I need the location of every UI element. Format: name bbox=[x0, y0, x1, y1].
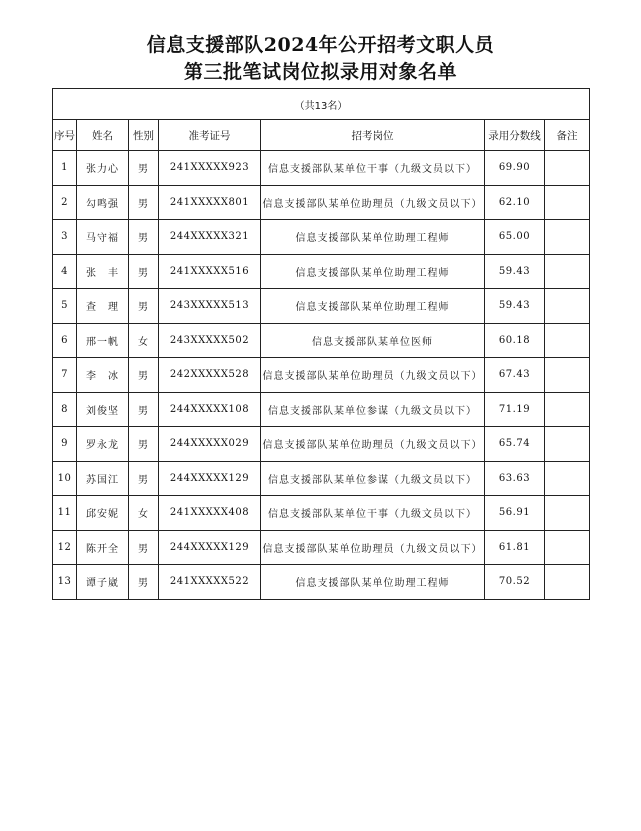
row-name: 邱安妮 bbox=[77, 496, 129, 531]
row-index: 6 bbox=[53, 323, 77, 358]
table-row bbox=[53, 289, 590, 324]
row-exam-number: 241XXXXX408 bbox=[159, 496, 261, 531]
row-index: 10 bbox=[53, 461, 77, 496]
row-name: 张力心 bbox=[77, 151, 129, 186]
row-gender: 男 bbox=[129, 358, 159, 393]
row-exam-number: 244XXXXX108 bbox=[159, 392, 261, 427]
row-index: 3 bbox=[53, 220, 77, 255]
row-exam-number: 241XXXXX516 bbox=[159, 254, 261, 289]
table-row bbox=[53, 392, 590, 427]
row-index: 8 bbox=[53, 392, 77, 427]
row-note bbox=[545, 358, 590, 393]
row-index: 13 bbox=[53, 565, 77, 600]
row-gender: 女 bbox=[129, 323, 159, 358]
count-label: （共13名） bbox=[53, 89, 590, 120]
row-note bbox=[545, 427, 590, 462]
row-note bbox=[545, 392, 590, 427]
table-row bbox=[53, 461, 590, 496]
header-note: 备注 bbox=[545, 120, 590, 151]
row-index: 12 bbox=[53, 530, 77, 565]
row-name: 马守福 bbox=[77, 220, 129, 255]
row-position: 信息支援部队某单位助理工程师 bbox=[261, 565, 485, 600]
row-name: 罗永龙 bbox=[77, 427, 129, 462]
row-exam-number: 244XXXXX321 bbox=[159, 220, 261, 255]
row-gender: 男 bbox=[129, 392, 159, 427]
row-gender: 男 bbox=[129, 565, 159, 600]
row-name: 陈开全 bbox=[77, 530, 129, 565]
row-note bbox=[545, 220, 590, 255]
table-row bbox=[53, 185, 590, 220]
row-note bbox=[545, 254, 590, 289]
row-note bbox=[545, 323, 590, 358]
row-note bbox=[545, 461, 590, 496]
row-note bbox=[545, 185, 590, 220]
row-position: 信息支援部队某单位助理员（九级文员以下） bbox=[261, 358, 485, 393]
row-score: 67.43 bbox=[485, 358, 545, 393]
row-exam-number: 241XXXXX801 bbox=[159, 185, 261, 220]
row-position: 信息支援部队某单位干事（九级文员以下） bbox=[261, 151, 485, 186]
table-row bbox=[53, 358, 590, 393]
row-name: 谭子崴 bbox=[77, 565, 129, 600]
header-score: 录用分数线 bbox=[485, 120, 545, 151]
row-index: 1 bbox=[53, 151, 77, 186]
row-score: 60.18 bbox=[485, 323, 545, 358]
table-row bbox=[53, 427, 590, 462]
row-name: 邢一帆 bbox=[77, 323, 129, 358]
row-score: 65.74 bbox=[485, 427, 545, 462]
row-score: 63.63 bbox=[485, 461, 545, 496]
row-exam-number: 244XXXXX129 bbox=[159, 530, 261, 565]
row-position: 信息支援部队某单位助理员（九级文员以下） bbox=[261, 530, 485, 565]
row-score: 71.19 bbox=[485, 392, 545, 427]
row-score: 65.00 bbox=[485, 220, 545, 255]
row-exam-number: 242XXXXX528 bbox=[159, 358, 261, 393]
row-position: 信息支援部队某单位参谋（九级文员以下） bbox=[261, 461, 485, 496]
row-exam-number: 243XXXXX502 bbox=[159, 323, 261, 358]
header-exam-number: 准考证号 bbox=[159, 120, 261, 151]
row-exam-number: 241XXXXX923 bbox=[159, 151, 261, 186]
table-row bbox=[53, 565, 590, 600]
row-position: 信息支援部队某单位干事（九级文员以下） bbox=[261, 496, 485, 531]
row-index: 5 bbox=[53, 289, 77, 324]
row-score: 70.52 bbox=[485, 565, 545, 600]
row-exam-number: 244XXXXX029 bbox=[159, 427, 261, 462]
row-gender: 男 bbox=[129, 461, 159, 496]
candidate-table bbox=[52, 88, 590, 600]
row-name: 苏国江 bbox=[77, 461, 129, 496]
row-gender: 男 bbox=[129, 254, 159, 289]
row-position: 信息支援部队某单位助理员（九级文员以下） bbox=[261, 185, 485, 220]
document-title: 信息支援部队2024年公开招考文职人员 bbox=[146, 34, 495, 56]
row-position: 信息支援部队某单位参谋（九级文员以下） bbox=[261, 392, 485, 427]
row-gender: 男 bbox=[129, 427, 159, 462]
row-name: 刘俊坚 bbox=[77, 392, 129, 427]
table-row bbox=[53, 323, 590, 358]
document-subtitle: 第三批笔试岗位拟录用对象名单 bbox=[183, 61, 457, 83]
row-gender: 男 bbox=[129, 220, 159, 255]
row-position: 信息支援部队某单位助理员（九级文员以下） bbox=[261, 427, 485, 462]
table-row bbox=[53, 496, 590, 531]
row-score: 69.90 bbox=[485, 151, 545, 186]
row-name: 查 理 bbox=[77, 289, 129, 324]
table-row bbox=[53, 530, 590, 565]
row-score: 61.81 bbox=[485, 530, 545, 565]
row-score: 62.10 bbox=[485, 185, 545, 220]
row-position: 信息支援部队某单位助理工程师 bbox=[261, 254, 485, 289]
row-exam-number: 241XXXXX522 bbox=[159, 565, 261, 600]
row-gender: 男 bbox=[129, 530, 159, 565]
row-index: 7 bbox=[53, 358, 77, 393]
row-gender: 男 bbox=[129, 185, 159, 220]
row-position: 信息支援部队某单位医师 bbox=[261, 323, 485, 358]
row-gender: 男 bbox=[129, 289, 159, 324]
row-name: 张 丰 bbox=[77, 254, 129, 289]
header-name: 姓名 bbox=[77, 120, 129, 151]
row-position: 信息支援部队某单位助理工程师 bbox=[261, 220, 485, 255]
row-name: 勾鸣强 bbox=[77, 185, 129, 220]
header-gender: 性别 bbox=[129, 120, 159, 151]
table-row bbox=[53, 151, 590, 186]
row-position: 信息支援部队某单位助理工程师 bbox=[261, 289, 485, 324]
row-index: 2 bbox=[53, 185, 77, 220]
row-exam-number: 243XXXXX513 bbox=[159, 289, 261, 324]
row-gender: 女 bbox=[129, 496, 159, 531]
row-exam-number: 244XXXXX129 bbox=[159, 461, 261, 496]
row-score: 59.43 bbox=[485, 289, 545, 324]
row-name: 李 冰 bbox=[77, 358, 129, 393]
header-position: 招考岗位 bbox=[261, 120, 485, 151]
row-index: 9 bbox=[53, 427, 77, 462]
table-row bbox=[53, 220, 590, 255]
row-note bbox=[545, 289, 590, 324]
row-score: 59.43 bbox=[485, 254, 545, 289]
row-note bbox=[545, 530, 590, 565]
row-score: 56.91 bbox=[485, 496, 545, 531]
row-note bbox=[545, 151, 590, 186]
table-row bbox=[53, 254, 590, 289]
row-index: 4 bbox=[53, 254, 77, 289]
row-index: 11 bbox=[53, 496, 77, 531]
header-index: 序号 bbox=[53, 120, 77, 151]
row-note bbox=[545, 565, 590, 600]
table-header-row bbox=[53, 120, 590, 151]
row-note bbox=[545, 496, 590, 531]
row-gender: 男 bbox=[129, 151, 159, 186]
